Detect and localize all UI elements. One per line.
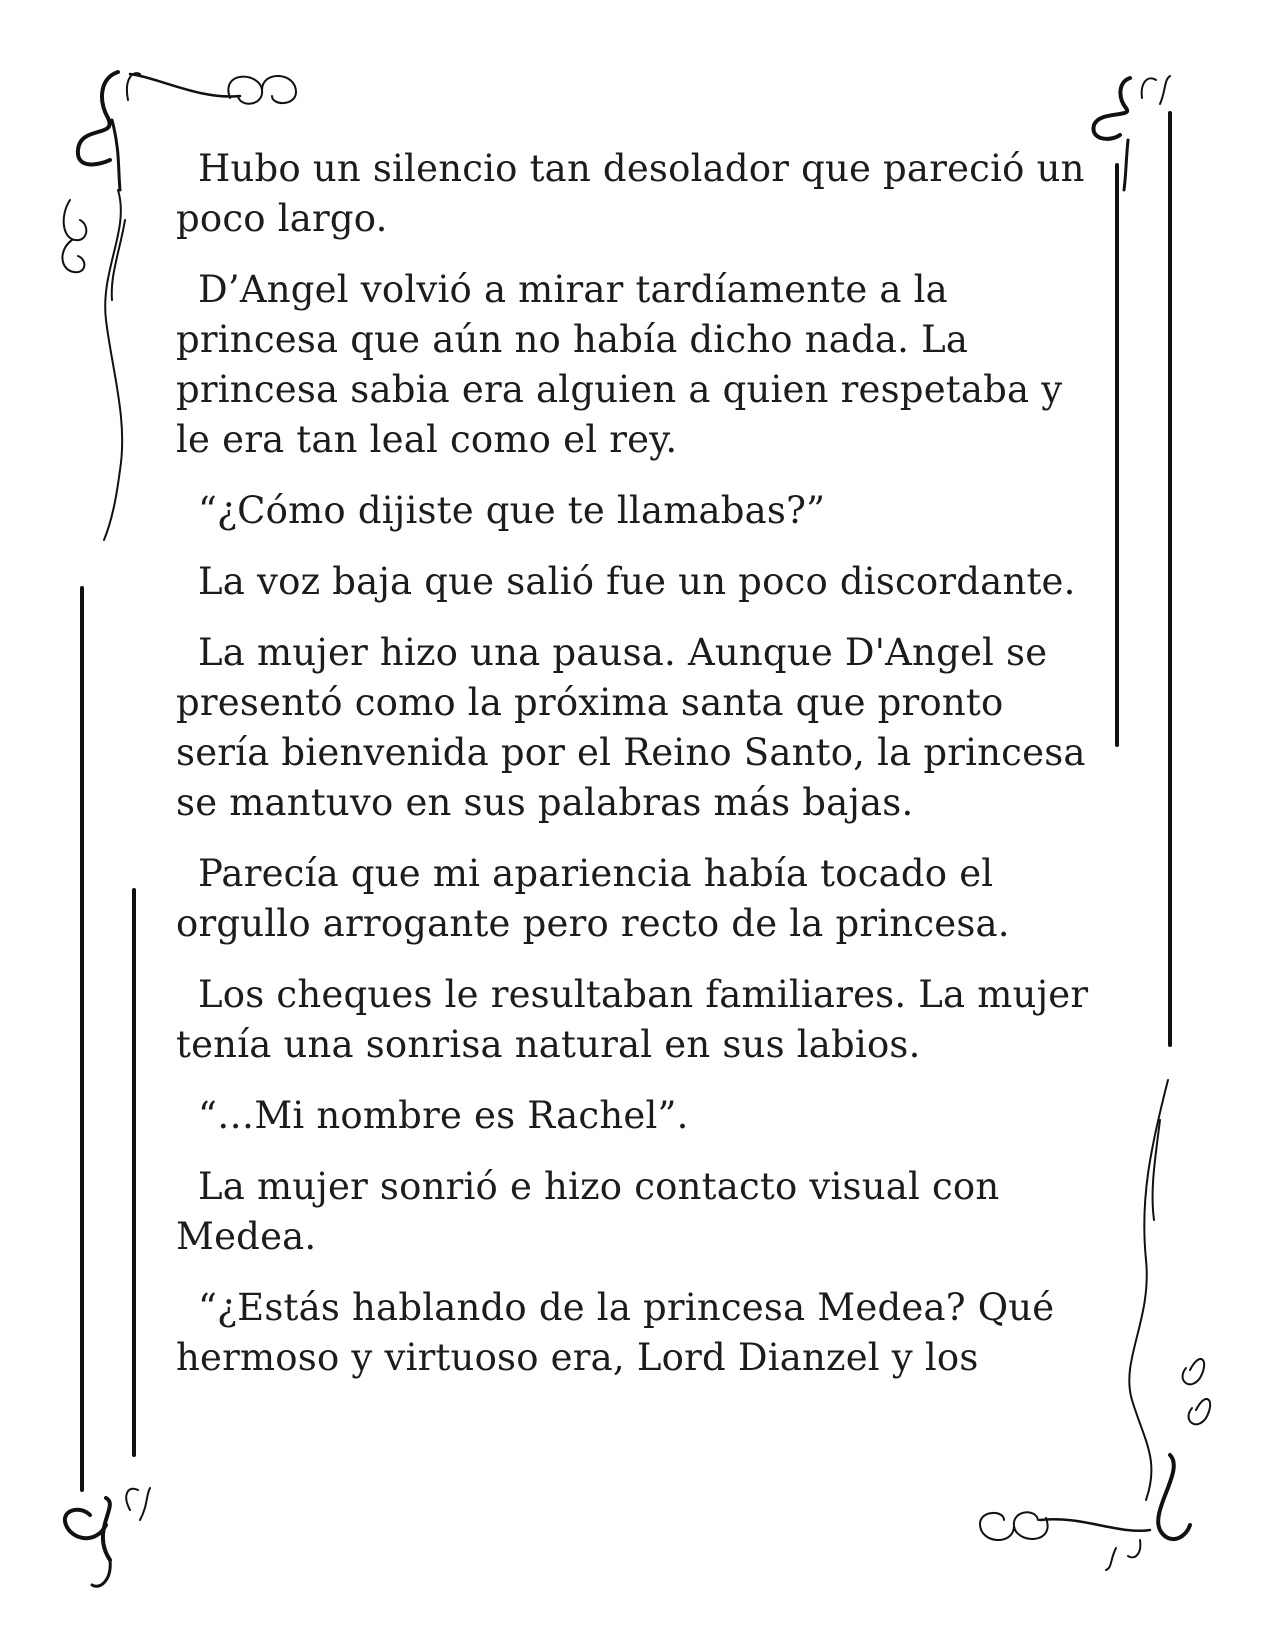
paragraph: D’Angel volvió a mirar tardíamente a la princesa que aún no había dicho nada. La princesa sabia era alguien a quien respetaba y le era tan leal como el rey. <box>176 268 1063 461</box>
paragraph: “¿Cómo dijiste que te llamabas?” <box>198 489 826 532</box>
paragraph: “¿Estás hablando de la princesa Medea? Qué hermoso y virtuoso era, Lord Dianzel y los <box>176 1286 1055 1379</box>
top-right-flourish-icon <box>1093 76 1170 190</box>
paragraph: La mujer hizo una pausa. Aunque D'Angel se presentó como la próxima santa que pronto sería bienvenida por el Reino Santo, la princesa se mantuvo en sus palabras más bajas. <box>176 631 1086 824</box>
paragraph: La voz baja que salió fue un poco discordante. <box>198 560 1076 603</box>
bottom-left-flourish-icon <box>65 1488 150 1586</box>
paragraph: Los cheques le resultaban familiares. La mujer tenía una sonrisa natural en sus labios. <box>176 973 1089 1066</box>
page-body-text <box>176 144 1096 1404</box>
paragraph: Parecía que mi apariencia había tocado el orgullo arrogante pero recto de la princesa. <box>176 852 1010 945</box>
paragraph: Hubo un silencio tan desolador que pareció un poco largo. <box>176 147 1085 240</box>
paragraph: “…Mi nombre es Rachel”. <box>198 1094 689 1137</box>
paragraph: La mujer sonrió e hizo contacto visual con Medea. <box>176 1165 1000 1258</box>
